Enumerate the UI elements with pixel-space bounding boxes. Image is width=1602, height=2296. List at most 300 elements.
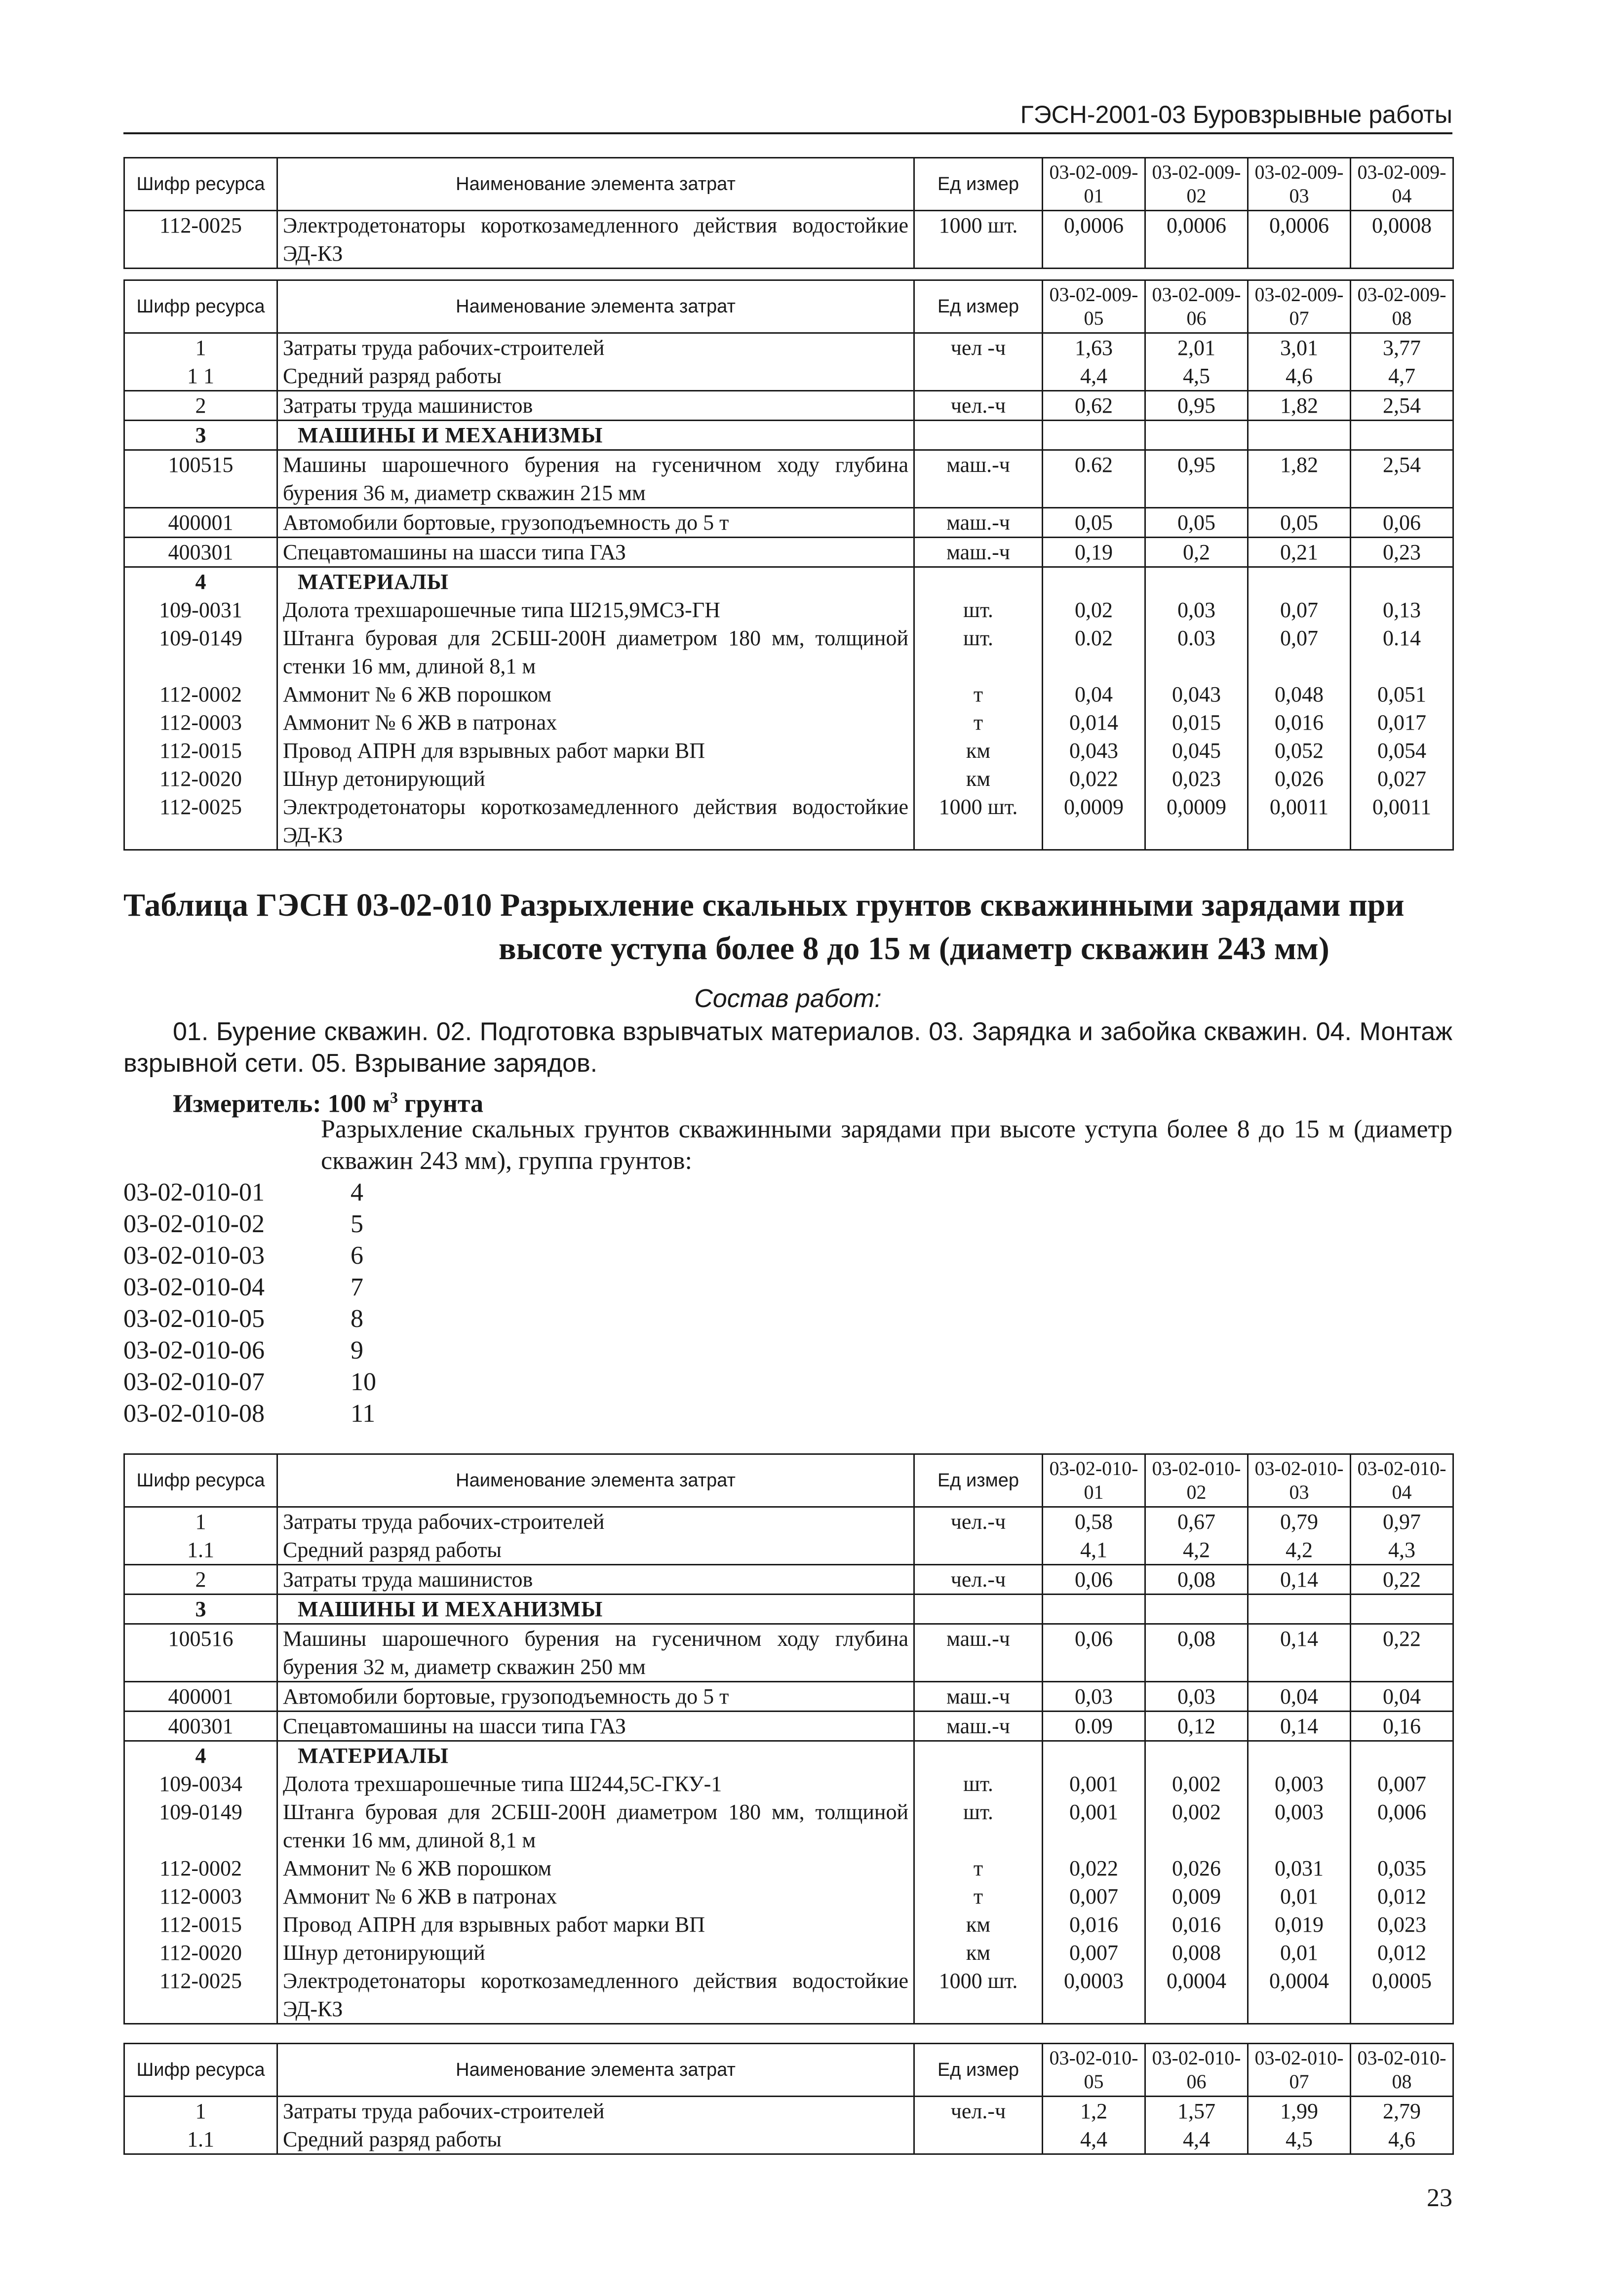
cell-cipher: 1 bbox=[124, 333, 277, 362]
cell-value: 0,07 bbox=[1248, 596, 1351, 624]
cell-cipher: 112-0025 bbox=[124, 211, 277, 269]
table-row bbox=[124, 450, 1453, 508]
column-header-cipher: Шифр ресурса bbox=[124, 158, 277, 211]
cell-cipher: 4 bbox=[124, 1741, 277, 1770]
cell-value: 0,016 bbox=[1043, 1910, 1145, 1939]
cell-value: 0,022 bbox=[1043, 765, 1145, 793]
table-header bbox=[124, 280, 1453, 333]
list-item bbox=[123, 1208, 617, 1240]
column-header-norm-code: 03-02-010-05 bbox=[1043, 2044, 1145, 2097]
table-row bbox=[124, 1682, 1453, 1712]
list-item bbox=[123, 1272, 617, 1303]
cell-unit: т bbox=[914, 680, 1043, 708]
cell-unit: чел.-ч bbox=[914, 2097, 1043, 2126]
cell-cipher: 3 bbox=[124, 421, 277, 450]
cell-value bbox=[1351, 421, 1453, 450]
cell-value bbox=[1248, 1741, 1351, 1770]
cell-value: 0,016 bbox=[1145, 1910, 1248, 1939]
cell-value: 0.02 bbox=[1043, 624, 1145, 680]
cost-table-009-01-04 bbox=[123, 157, 1454, 269]
cell-cipher: 100515 bbox=[124, 450, 277, 508]
cell-name: Шнур детонирующий bbox=[277, 765, 914, 793]
cell-name: МАТЕРИАЛЫ bbox=[277, 1741, 914, 1770]
cell-value: 0,23 bbox=[1351, 538, 1453, 567]
cell-value: 0,01 bbox=[1248, 1882, 1351, 1910]
cell-cipher: 1 bbox=[124, 1507, 277, 1536]
cell-value bbox=[1043, 1595, 1145, 1624]
cost-table-010-05-08 bbox=[123, 2043, 1454, 2155]
cell-value: 0,12 bbox=[1145, 1712, 1248, 1741]
table-row bbox=[124, 1910, 1453, 1939]
cell-unit: чел.-ч bbox=[914, 391, 1043, 421]
table-title-line-1: Таблица ГЭСН 03-02-010 Разрыхление скальных грунтов скважинными зарядами при bbox=[123, 887, 1405, 923]
table-body bbox=[124, 211, 1453, 269]
table-row bbox=[124, 680, 1453, 708]
cell-name: Штанга буровая для 2СБШ-200Н диаметром 180 мм, толщиной стенки 16 мм, длиной 8,1 м bbox=[277, 624, 914, 680]
cell-value: 0,027 bbox=[1351, 765, 1453, 793]
cell-unit: 1000 шт. bbox=[914, 211, 1043, 269]
section-heading-row bbox=[124, 567, 1453, 596]
cell-unit: маш.-ч bbox=[914, 508, 1043, 538]
cell-name: Провод АПРН для взрывных работ марки ВП bbox=[277, 737, 914, 765]
cell-cipher: 112-0015 bbox=[124, 737, 277, 765]
cell-unit bbox=[914, 1741, 1043, 1770]
table-row bbox=[124, 1967, 1453, 2024]
cell-unit: т bbox=[914, 1882, 1043, 1910]
cell-value: 0,03 bbox=[1145, 596, 1248, 624]
column-header-norm-code: 03-02-010-03 bbox=[1248, 1454, 1351, 1507]
soil-group: 6 bbox=[351, 1242, 363, 1270]
cell-value: 0,21 bbox=[1248, 538, 1351, 567]
cell-cipher: 109-0034 bbox=[124, 1770, 277, 1798]
norm-code: 03-02-010-08 bbox=[123, 1400, 265, 1428]
cell-value: 0,0004 bbox=[1145, 1967, 1248, 2024]
cell-name: Аммонит № 6 ЖВ в патронах bbox=[277, 1882, 914, 1910]
cell-unit: маш.-ч bbox=[914, 1682, 1043, 1712]
cell-value: 0,0005 bbox=[1351, 1967, 1453, 2024]
cell-value: 0,04 bbox=[1351, 1682, 1453, 1712]
cell-value: 0,048 bbox=[1248, 680, 1351, 708]
cell-unit: чел -ч bbox=[914, 333, 1043, 362]
work-composition-heading: Состав работ: bbox=[694, 984, 882, 1013]
cell-value: 4,2 bbox=[1145, 1536, 1248, 1565]
cell-value: 0,16 bbox=[1351, 1712, 1453, 1741]
cell-unit bbox=[914, 2125, 1043, 2154]
table-row bbox=[124, 211, 1453, 269]
cell-value: 0,22 bbox=[1351, 1565, 1453, 1595]
section-heading-row bbox=[124, 1741, 1453, 1770]
cell-name: Долота трехшарошечные типа Ш215,9МСЗ-ГН bbox=[277, 596, 914, 624]
cell-value bbox=[1248, 421, 1351, 450]
cell-value: 4,5 bbox=[1248, 2125, 1351, 2154]
cell-unit: шт. bbox=[914, 596, 1043, 624]
cell-cipher: 112-0020 bbox=[124, 1939, 277, 1967]
cell-cipher: 112-0003 bbox=[124, 1882, 277, 1910]
cell-value bbox=[1145, 567, 1248, 596]
table-row bbox=[124, 1939, 1453, 1967]
cell-name: Затраты труда машинистов bbox=[277, 1565, 914, 1595]
table-row bbox=[124, 1565, 1453, 1595]
cell-value: 0,001 bbox=[1043, 1798, 1145, 1854]
cell-value: 0,026 bbox=[1248, 765, 1351, 793]
cell-name: Средний разряд работы bbox=[277, 362, 914, 391]
cell-cipher: 112-0002 bbox=[124, 1854, 277, 1882]
cell-value: 0,052 bbox=[1248, 737, 1351, 765]
cell-value: 1,82 bbox=[1248, 450, 1351, 508]
cell-unit: км bbox=[914, 1939, 1043, 1967]
cell-name: Автомобили бортовые, грузоподъемность до 5 т bbox=[277, 1682, 914, 1712]
cell-value: 0,08 bbox=[1145, 1624, 1248, 1682]
soil-group: 5 bbox=[351, 1210, 363, 1238]
cell-unit: 1000 шт. bbox=[914, 793, 1043, 850]
cell-cipher: 400301 bbox=[124, 538, 277, 567]
cell-value: 0,0011 bbox=[1248, 793, 1351, 850]
cell-cipher: 112-0015 bbox=[124, 1910, 277, 1939]
cell-value: 4,3 bbox=[1351, 1536, 1453, 1565]
cell-name: Штанга буровая для 2СБШ-200Н диаметром 180 мм, толщиной стенки 16 мм, длиной 8,1 м bbox=[277, 1798, 914, 1854]
column-header-name: Наименование элемента затрат bbox=[277, 280, 914, 333]
cell-value: 0,016 bbox=[1248, 708, 1351, 737]
cell-cipher: 109-0149 bbox=[124, 1798, 277, 1854]
cell-name: Средний разряд работы bbox=[277, 1536, 914, 1565]
cell-value: 0,043 bbox=[1145, 680, 1248, 708]
cell-value: 0,0006 bbox=[1248, 211, 1351, 269]
cell-name: Машины шарошечного бурения на гусеничном ходу глубина бурения 36 м, диаметр скважин 215 мм bbox=[277, 450, 914, 508]
cell-value: 0,14 bbox=[1248, 1624, 1351, 1682]
column-header-norm-code: 03-02-009-03 bbox=[1248, 158, 1351, 211]
cell-name: Электродетонаторы короткозамедленного действия водостойкие ЭД-КЗ bbox=[277, 1967, 914, 2024]
cell-unit: маш.-ч bbox=[914, 450, 1043, 508]
norm-code: 03-02-010-02 bbox=[123, 1210, 265, 1238]
cell-value: 0,019 bbox=[1248, 1910, 1351, 1939]
table-row bbox=[124, 1770, 1453, 1798]
cell-value: 1,57 bbox=[1145, 2097, 1248, 2126]
cell-unit: маш.-ч bbox=[914, 1712, 1043, 1741]
cell-value: 1,2 bbox=[1043, 2097, 1145, 2126]
cell-value: 0,02 bbox=[1043, 596, 1145, 624]
cell-value: 0,19 bbox=[1043, 538, 1145, 567]
header-row bbox=[124, 280, 1453, 333]
soil-group: 9 bbox=[351, 1336, 363, 1364]
column-header-norm-code: 03-02-009-01 bbox=[1043, 158, 1145, 211]
cell-unit: шт. bbox=[914, 1770, 1043, 1798]
column-header-unit: Ед измер bbox=[914, 2044, 1043, 2097]
table-row bbox=[124, 708, 1453, 737]
cell-name: Затраты труда рабочих-строителей bbox=[277, 333, 914, 362]
cell-value: 0,022 bbox=[1043, 1854, 1145, 1882]
column-header-name: Наименование элемента затрат bbox=[277, 158, 914, 211]
work-composition-text: 01. Бурение скважин. 02. Подготовка взрывчатых материалов. 03. Зарядка и забойка скважин. 04. Монтаж взрывной сети. 05. Взрывание зарядов. bbox=[123, 1017, 1452, 1078]
cell-value: 0,03 bbox=[1145, 1682, 1248, 1712]
column-header-cipher: Шифр ресурса bbox=[124, 280, 277, 333]
table-row bbox=[124, 765, 1453, 793]
cell-cipher: 400001 bbox=[124, 1682, 277, 1712]
page-number: 23 bbox=[1427, 2184, 1452, 2212]
cell-value: 0,79 bbox=[1248, 1507, 1351, 1536]
cell-value: 0,003 bbox=[1248, 1798, 1351, 1854]
cell-name: Электродетонаторы короткозамедленного действия водостойкие ЭД-КЗ bbox=[277, 793, 914, 850]
column-header-unit: Ед измер bbox=[914, 158, 1043, 211]
cell-value: 0.14 bbox=[1351, 624, 1453, 680]
table-body bbox=[124, 2097, 1453, 2154]
table-title bbox=[123, 884, 1452, 971]
cell-value: 4,7 bbox=[1351, 362, 1453, 391]
cell-unit: 1000 шт. bbox=[914, 1967, 1043, 2024]
list-item bbox=[123, 1177, 617, 1208]
meter-exponent: 3 bbox=[390, 1089, 398, 1106]
cell-value: 0,012 bbox=[1351, 1939, 1453, 1967]
table-row bbox=[124, 362, 1453, 391]
cell-value: 0,04 bbox=[1043, 680, 1145, 708]
cell-value: 0,95 bbox=[1145, 450, 1248, 508]
cell-cipher: 4 bbox=[124, 567, 277, 596]
cell-value: 0,06 bbox=[1043, 1624, 1145, 1682]
cell-cipher: 1 1 bbox=[124, 362, 277, 391]
cell-value bbox=[1248, 567, 1351, 596]
running-header: ГЭСН-2001-03 Буровзрывные работы bbox=[123, 97, 1452, 134]
cell-unit bbox=[914, 362, 1043, 391]
cell-value: 0,002 bbox=[1145, 1770, 1248, 1798]
norm-code: 03-02-010-03 bbox=[123, 1242, 265, 1270]
cell-value: 0,012 bbox=[1351, 1882, 1453, 1910]
cell-value: 2,79 bbox=[1351, 2097, 1453, 2126]
cell-value: 0,003 bbox=[1248, 1770, 1351, 1798]
table-header bbox=[124, 1454, 1453, 1507]
cell-unit: маш.-ч bbox=[914, 1624, 1043, 1682]
cell-cipher: 2 bbox=[124, 1565, 277, 1595]
cell-unit: км bbox=[914, 737, 1043, 765]
soil-group: 11 bbox=[351, 1400, 376, 1428]
cell-value: 0,06 bbox=[1351, 508, 1453, 538]
column-header-norm-code: 03-02-010-07 bbox=[1248, 2044, 1351, 2097]
table-body bbox=[124, 333, 1453, 850]
cell-cipher: 112-0003 bbox=[124, 708, 277, 737]
cell-value: 1,99 bbox=[1248, 2097, 1351, 2126]
cell-value: 4,6 bbox=[1351, 2125, 1453, 2154]
cell-name: Аммонит № 6 ЖВ в патронах bbox=[277, 708, 914, 737]
cell-name: Провод АПРН для взрывных работ марки ВП bbox=[277, 1910, 914, 1939]
cell-value: 0,0006 bbox=[1043, 211, 1145, 269]
meter-suffix: грунта bbox=[404, 1090, 484, 1118]
cell-name: Спецавтомашины на шасси типа ГАЗ bbox=[277, 1712, 914, 1741]
cell-value bbox=[1145, 1741, 1248, 1770]
norm-code-list bbox=[123, 1177, 617, 1430]
cell-value: 0,05 bbox=[1043, 508, 1145, 538]
soil-group: 10 bbox=[351, 1368, 376, 1396]
meter-value: 100 м bbox=[327, 1090, 391, 1118]
list-item bbox=[123, 1335, 617, 1366]
cell-value: 0,006 bbox=[1351, 1798, 1453, 1854]
cell-value: 0,051 bbox=[1351, 680, 1453, 708]
cell-value bbox=[1248, 1595, 1351, 1624]
cell-value: 0,03 bbox=[1043, 1682, 1145, 1712]
cell-cipher: 1.1 bbox=[124, 2125, 277, 2154]
list-item bbox=[123, 1303, 617, 1335]
meter-label: Измеритель: bbox=[173, 1090, 321, 1118]
cell-value bbox=[1351, 1741, 1453, 1770]
column-header-unit: Ед измер bbox=[914, 1454, 1043, 1507]
cell-value: 4,1 bbox=[1043, 1536, 1145, 1565]
cell-value: 0,009 bbox=[1145, 1882, 1248, 1910]
table-row bbox=[124, 333, 1453, 362]
cell-name: Электродетонаторы короткозамедленного действия водостойкие ЭД-КЗ bbox=[277, 211, 914, 269]
column-header-norm-code: 03-02-009-08 bbox=[1351, 280, 1453, 333]
column-header-name: Наименование элемента затрат bbox=[277, 2044, 914, 2097]
cell-value: 0,054 bbox=[1351, 737, 1453, 765]
table-row bbox=[124, 596, 1453, 624]
cell-name: Затраты труда машинистов bbox=[277, 391, 914, 421]
column-header-name: Наименование элемента затрат bbox=[277, 1454, 914, 1507]
header-row bbox=[124, 158, 1453, 211]
cell-name: Затраты труда рабочих-строителей bbox=[277, 2097, 914, 2126]
cell-value: 0,001 bbox=[1043, 1770, 1145, 1798]
column-header-norm-code: 03-02-009-04 bbox=[1351, 158, 1453, 211]
cost-table-009-05-08 bbox=[123, 279, 1454, 851]
norm-code: 03-02-010-04 bbox=[123, 1273, 265, 1301]
table-row bbox=[124, 737, 1453, 765]
list-item bbox=[123, 1240, 617, 1272]
table-row bbox=[124, 1882, 1453, 1910]
cell-unit: т bbox=[914, 1854, 1043, 1882]
column-header-norm-code: 03-02-010-06 bbox=[1145, 2044, 1248, 2097]
cell-value: 0,05 bbox=[1248, 508, 1351, 538]
cell-unit: т bbox=[914, 708, 1043, 737]
cell-value: 0,14 bbox=[1248, 1565, 1351, 1595]
cell-value: 4,4 bbox=[1043, 2125, 1145, 2154]
cell-value: 0,007 bbox=[1043, 1882, 1145, 1910]
cell-name: Спецавтомашины на шасси типа ГАЗ bbox=[277, 538, 914, 567]
cell-value: 4,4 bbox=[1043, 362, 1145, 391]
cell-value: 4,4 bbox=[1145, 2125, 1248, 2154]
list-item bbox=[123, 1398, 617, 1430]
norm-code: 03-02-010-01 bbox=[123, 1178, 265, 1206]
table-row bbox=[124, 1536, 1453, 1565]
cell-name: МАТЕРИАЛЫ bbox=[277, 567, 914, 596]
cell-value: 0,0009 bbox=[1043, 793, 1145, 850]
cell-unit: шт. bbox=[914, 624, 1043, 680]
table-row bbox=[124, 1854, 1453, 1882]
cell-cipher: 112-0002 bbox=[124, 680, 277, 708]
soil-group: 7 bbox=[351, 1273, 363, 1301]
cell-value: 0,023 bbox=[1351, 1910, 1453, 1939]
cell-value: 0,031 bbox=[1248, 1854, 1351, 1882]
column-header-unit: Ед измер bbox=[914, 280, 1043, 333]
cell-name: Машины шарошечного бурения на гусеничном ходу глубина бурения 32 м, диаметр скважин 250 мм bbox=[277, 1624, 914, 1682]
cell-value: 4,5 bbox=[1145, 362, 1248, 391]
cell-value: 4,6 bbox=[1248, 362, 1351, 391]
table-row bbox=[124, 2097, 1453, 2126]
cell-cipher: 109-0149 bbox=[124, 624, 277, 680]
cell-value: 0,22 bbox=[1351, 1624, 1453, 1682]
cell-value: 0,023 bbox=[1145, 765, 1248, 793]
cell-unit: шт. bbox=[914, 1798, 1043, 1854]
cell-cipher: 112-0025 bbox=[124, 1967, 277, 2024]
cell-unit bbox=[914, 421, 1043, 450]
column-header-norm-code: 03-02-010-08 bbox=[1351, 2044, 1453, 2097]
cell-name: Аммонит № 6 ЖВ порошком bbox=[277, 680, 914, 708]
cell-value bbox=[1351, 567, 1453, 596]
cell-cipher: 2 bbox=[124, 391, 277, 421]
cell-value: 0,017 bbox=[1351, 708, 1453, 737]
cell-value: 0,06 bbox=[1043, 1565, 1145, 1595]
cell-value: 3,77 bbox=[1351, 333, 1453, 362]
table-row bbox=[124, 538, 1453, 567]
cell-name: Аммонит № 6 ЖВ порошком bbox=[277, 1854, 914, 1882]
soil-group: 4 bbox=[351, 1178, 363, 1206]
cell-unit bbox=[914, 567, 1043, 596]
cell-value: 0,62 bbox=[1043, 391, 1145, 421]
cell-value: 1,63 bbox=[1043, 333, 1145, 362]
soil-group: 8 bbox=[351, 1305, 363, 1333]
cell-value bbox=[1145, 421, 1248, 450]
column-header-cipher: Шифр ресурса bbox=[124, 2044, 277, 2097]
cell-value: 0,0003 bbox=[1043, 1967, 1145, 2024]
column-header-norm-code: 03-02-010-04 bbox=[1351, 1454, 1453, 1507]
cell-cipher: 1.1 bbox=[124, 1536, 277, 1565]
table-row bbox=[124, 508, 1453, 538]
cell-value: 0,008 bbox=[1145, 1939, 1248, 1967]
cell-value: 0,05 bbox=[1145, 508, 1248, 538]
cell-value: 0,007 bbox=[1043, 1939, 1145, 1967]
cell-value bbox=[1145, 1595, 1248, 1624]
cell-value: 2,54 bbox=[1351, 391, 1453, 421]
cell-cipher: 400001 bbox=[124, 508, 277, 538]
section-heading-row bbox=[124, 421, 1453, 450]
cell-value: 0.03 bbox=[1145, 624, 1248, 680]
cell-value: 3,01 bbox=[1248, 333, 1351, 362]
norm-code: 03-02-010-05 bbox=[123, 1305, 265, 1333]
cell-name: Долота трехшарошечные типа Ш244,5С-ГКУ-1 bbox=[277, 1770, 914, 1798]
cell-cipher: 112-0020 bbox=[124, 765, 277, 793]
cell-value: 0,002 bbox=[1145, 1798, 1248, 1854]
cell-value: 0,13 bbox=[1351, 596, 1453, 624]
norm-code: 03-02-010-06 bbox=[123, 1336, 265, 1364]
cell-value: 0,95 bbox=[1145, 391, 1248, 421]
table-row bbox=[124, 391, 1453, 421]
cell-value bbox=[1043, 1741, 1145, 1770]
cell-value: 0,0004 bbox=[1248, 1967, 1351, 2024]
table-row bbox=[124, 1624, 1453, 1682]
cell-value: 0,01 bbox=[1248, 1939, 1351, 1967]
table-row bbox=[124, 793, 1453, 850]
column-header-norm-code: 03-02-010-02 bbox=[1145, 1454, 1248, 1507]
cell-value: 1,82 bbox=[1248, 391, 1351, 421]
cell-value bbox=[1043, 421, 1145, 450]
cell-unit: км bbox=[914, 765, 1043, 793]
cell-unit: чел.-ч bbox=[914, 1565, 1043, 1595]
column-header-norm-code: 03-02-009-02 bbox=[1145, 158, 1248, 211]
table-title-line-2: высоте уступа более 8 до 15 м (диаметр скважин 243 мм) bbox=[499, 931, 1329, 967]
cell-name: Шнур детонирующий bbox=[277, 1939, 914, 1967]
cell-value: 0,045 bbox=[1145, 737, 1248, 765]
header-row bbox=[124, 2044, 1453, 2097]
cell-value: 0,2 bbox=[1145, 538, 1248, 567]
column-header-norm-code: 03-02-010-01 bbox=[1043, 1454, 1145, 1507]
norm-code: 03-02-010-07 bbox=[123, 1368, 265, 1396]
cell-value: 0,0006 bbox=[1145, 211, 1248, 269]
table-header bbox=[124, 158, 1453, 211]
cell-value: 4,2 bbox=[1248, 1536, 1351, 1565]
cell-value: 0,14 bbox=[1248, 1712, 1351, 1741]
column-header-cipher: Шифр ресурса bbox=[124, 1454, 277, 1507]
cell-cipher: 400301 bbox=[124, 1712, 277, 1741]
cell-value: 0,007 bbox=[1351, 1770, 1453, 1798]
cell-cipher: 1 bbox=[124, 2097, 277, 2126]
cell-value: 0,97 bbox=[1351, 1507, 1453, 1536]
cell-value: 0,04 bbox=[1248, 1682, 1351, 1712]
cell-unit bbox=[914, 1595, 1043, 1624]
table-row bbox=[124, 1507, 1453, 1536]
